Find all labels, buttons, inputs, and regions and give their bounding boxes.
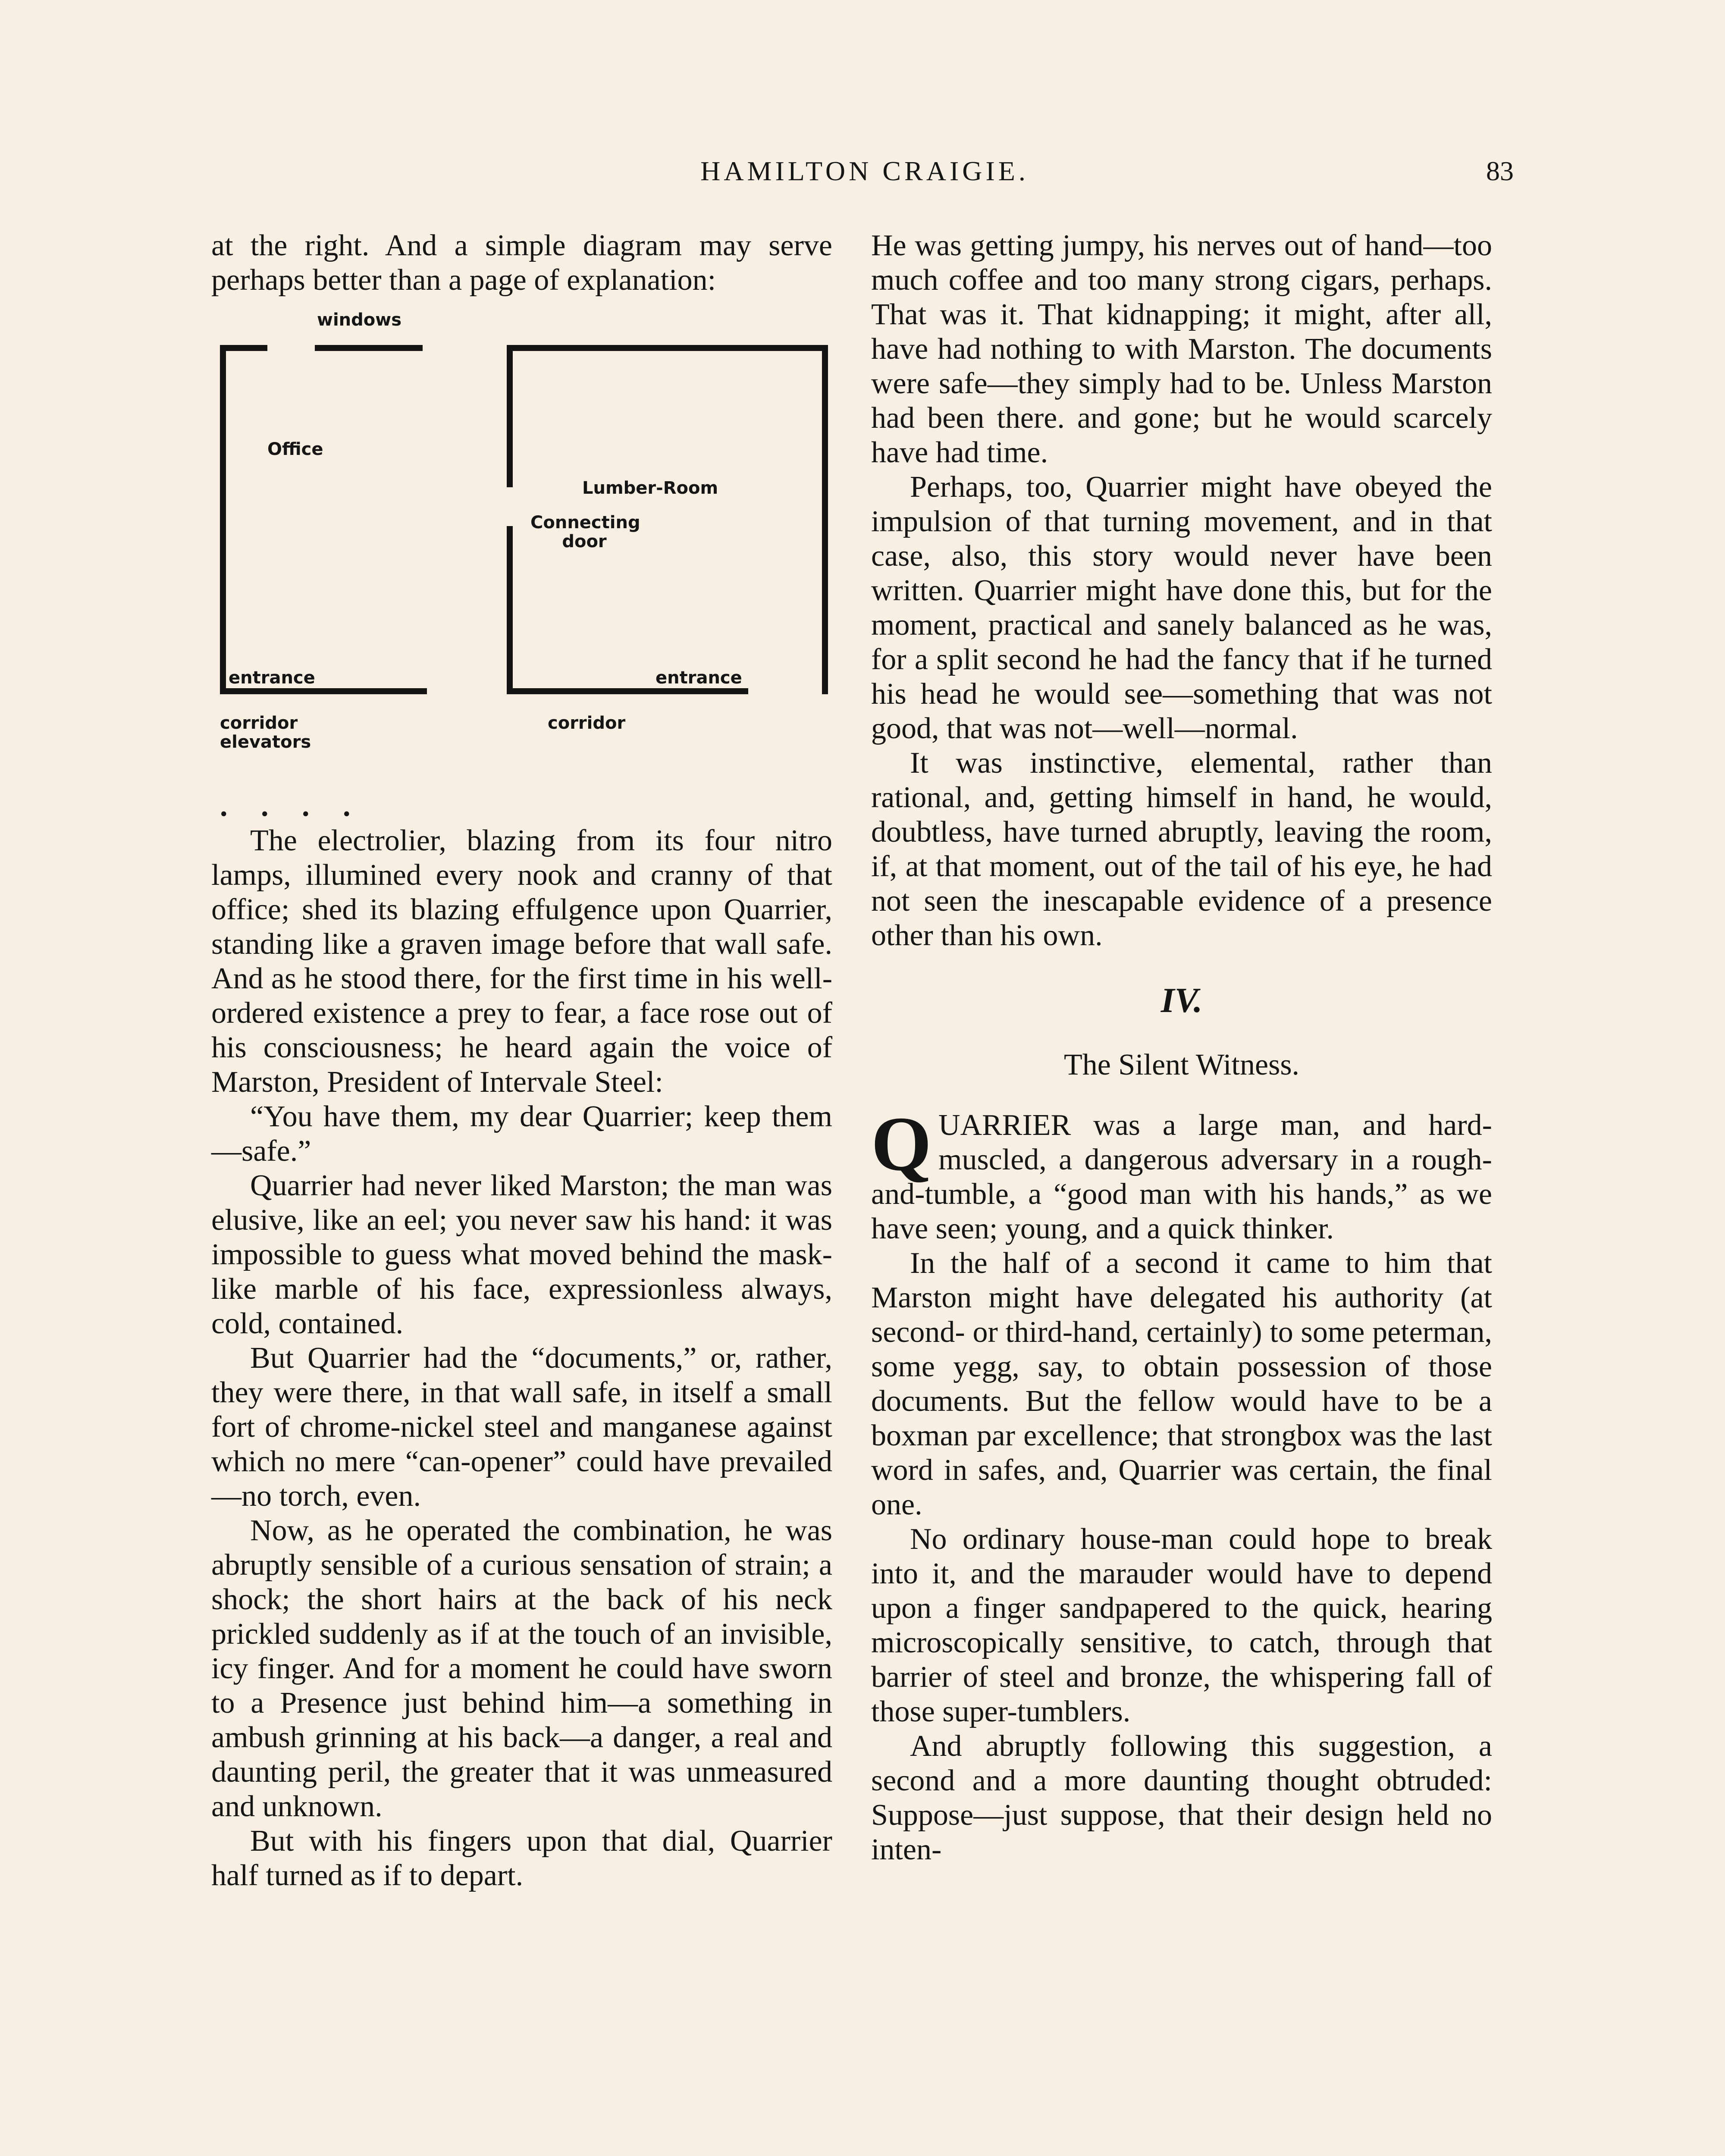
page-number: 83 (1486, 156, 1514, 186)
wall-right (822, 345, 828, 694)
diagram-label-windows: windows (317, 310, 402, 330)
paragraph: The electrolier, blazing from its four nitro lamps, illumined every nook and cranny of that office; shed its blazing effulgence upon Quarrier, standing like a graven image before that wall safe. And as he stood there, for the first time in his well-ordered existence a prey to fear, a face rose out of his consciousness; he heard again the voice of Marston, President of Intervale Steel: (211, 824, 832, 1099)
paragraph: “You have them, my dear Quarrier; keep them—safe.” (211, 1100, 832, 1168)
paragraph: But Quarrier had the “documents,” or, rather, they were there, in that wall safe, in itself a small fort of chrome-nickel steel and manganese against which no mere “can-opener” could have prevailed—no torch, even. (211, 1341, 832, 1513)
section-break-dots: . . . . (220, 790, 364, 823)
paragraph: But with his fingers upon that dial, Quarrier half turned as if to depart. (211, 1824, 832, 1892)
paragraph: Quarrier had never liked Marston; the man was elusive, like an eel; you never saw his hand: it was impossible to guess what moved behind the mask-like marble of his face, expressionless always, cold, contained. (211, 1169, 832, 1340)
diagram-label-corridor-elevators: corridor elevators (220, 713, 311, 752)
first-paragraph-text: UARRIER was a large man, and hard-muscled, a dangerous adversary in a rough-and-tumble, a “good man with his hands,” as we have seen; young, and a quick thinker. (871, 1109, 1492, 1245)
paragraph: He was getting jumpy, his nerves out of hand—too much coffee and too many strong cigars, perhaps. That was it. That kidnapping; it might, after all, have had nothing to with Marston. The documents were safe—they simply had to be. Unless Marston had been there. and gone; but he would scarcely have had time. (871, 229, 1492, 469)
wall-top-right (509, 345, 828, 351)
wall-top-mid (315, 345, 423, 351)
paragraph: It was instinctive, elemental, rather than rational, and, getting himself in hand, he would, doubtless, have turned abruptly, leaving the room, if, at that moment, out of the tail of his eye, he had not seen the inescapable evidence of a presence other than his own. (871, 746, 1492, 952)
floor-plan-diagram (211, 310, 832, 785)
drop-cap: Q (871, 1101, 932, 1187)
intro-paragraph: at the right. And a simple diagram may serve perhaps better than a page of explanation: (211, 229, 832, 297)
paragraph: Now, as he operated the combination, he was abruptly sensible of a curious sensation of strain; a shock; the short hairs at the back of his neck prickled suddenly as if at the touch of an invisible, icy finger. And for a moment he could have sworn to a Presence just behind him—a something in ambush grinning at his back—a danger, a real and daunting peril, the greater that it was unmeasured and unknown. (211, 1514, 832, 1823)
first-paragraph (871, 1101, 1492, 1246)
paragraph: Perhaps, too, Quarrier might have obeyed the impulsion of that turning movement, and in that case, also, this story would never have been written. Quarrier might have done this, but for the moment, practical and sanely balanced as he was, for a split second he had the fancy that if he turned his head he would see—something that was not good, that was not—well—normal. (871, 470, 1492, 745)
wall-left (220, 345, 226, 694)
paragraph: No ordinary house-man could hope to break into it, and the marauder would have to depend upon a finger sandpapered to the quick, hearing microscopically sensitive, to catch, through that barrier of steel and bronze, the whispering fall of those super-tumblers. (871, 1523, 1492, 1728)
running-title: HAMILTON CRAIGIE. (700, 156, 1029, 186)
wall-partition-upper (507, 345, 513, 487)
diagram-label-corridor: corridor (548, 713, 626, 733)
section-number: IV. (1160, 981, 1203, 1020)
wall-bottom-left (220, 688, 427, 694)
wall-bottom-right (507, 688, 748, 694)
diagram-label-lumber-room: Lumber-Room (582, 478, 718, 498)
diagram-label-entrance-left: entrance (229, 668, 315, 688)
diagram-label-entrance-right: entrance (656, 668, 742, 688)
paragraph: In the half of a second it came to him that Marston might have delegated his authority (at second- or third-hand, certainly) to some peterman, some yegg, say, to obtain possession of those documents. But the fellow would have to be a boxman par excellence; that strongbox was the last word in safes, and, Quarrier was certain, the final one. (871, 1247, 1492, 1521)
diagram-label-office: Office (267, 439, 323, 459)
right-column (871, 229, 1492, 1867)
wall-top-left (220, 345, 267, 351)
left-column (211, 229, 832, 1893)
diagram-label-connecting-door: Connecting door (530, 513, 640, 552)
wall-partition-lower (507, 526, 513, 694)
page-header (216, 155, 1514, 203)
paragraph: And abruptly following this suggestion, a second and a more daunting thought obtruded: Suppose—just suppose, that their design held no inten- (871, 1730, 1492, 1866)
section-title: The Silent Witness. (1063, 1048, 1300, 1081)
